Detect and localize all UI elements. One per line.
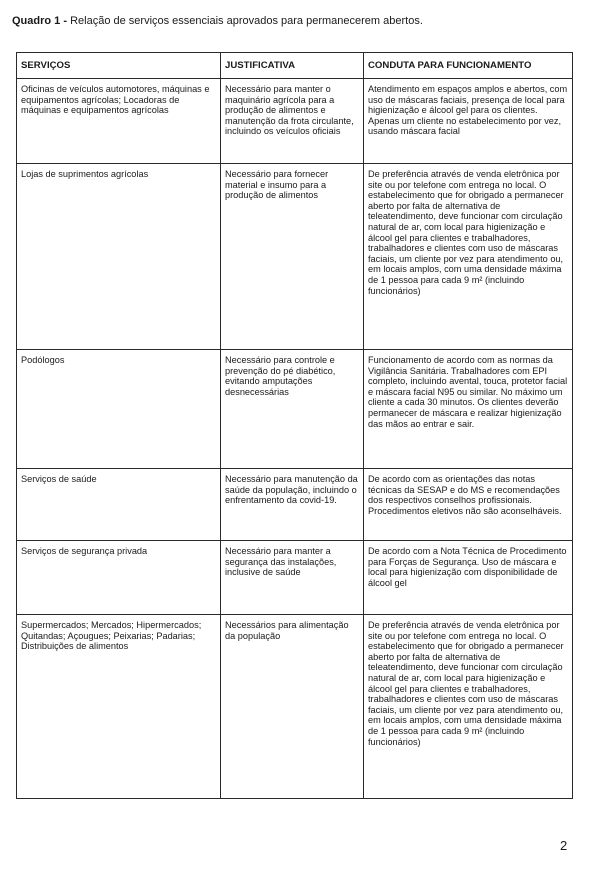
cell-justificativa: Necessário para manutenção da saúde da população, incluindo o enfrentamento da covid-19. — [221, 469, 364, 541]
caption-text: Relação de serviços essenciais aprovados para permanecerem abertos. — [70, 15, 423, 27]
cell-justificativa: Necessário para fornecer material e insumo para a produção de alimentos — [221, 164, 364, 350]
table-header-row — [17, 53, 573, 79]
cell-servico: Oficinas de veículos automotores, máquinas e equipamentos agrícolas; Locadoras de máquinas e equipamentos agrícolas — [17, 79, 221, 164]
cell-justificativa: Necessário para manter a segurança das instalações, inclusive de saúde — [221, 541, 364, 615]
cell-conduta: De preferência através de venda eletrônica por site ou por telefone com entrega no local. O estabelecimento que for obrigado a permanecer aberto por falta de alternativa de teleatendimento, deve funcionar com circulação natural de ar, com local para higienização e álcool gel para clientes e trabalhadores, trabalhadores e clientes com uso de máscaras faciais, um cliente por vez para atendimento ou, em locais amplos, com uma densidade máxima de 1 pessoa para cada 9 m² (incluindo funcionários) — [364, 164, 573, 350]
cell-conduta: De acordo com as orientações das notas técnicas da SESAP e do MS e recomendações dos respectivos conselhos profissionais. Procedimentos eletivos não são aconselháveis. — [364, 469, 573, 541]
cell-justificativa: Necessário para manter o maquinário agrícola para a produção de alimentos e manutenção da frota circulante, incluindo os veículos oficiais — [221, 79, 364, 164]
services-table — [16, 52, 573, 799]
cell-servico: Serviços de segurança privada — [17, 541, 221, 615]
table-row — [17, 164, 573, 350]
table-caption — [12, 15, 423, 28]
cell-justificativa: Necessário para controle e prevenção do pé diabético, evitando amputações desnecessárias — [221, 350, 364, 469]
header-servicos: SERVIÇOS — [17, 53, 221, 79]
cell-servico: Lojas de suprimentos agrícolas — [17, 164, 221, 350]
caption-label: Quadro 1 - — [12, 15, 68, 27]
header-justificativa: JUSTIFICATIVA — [221, 53, 364, 79]
table-row — [17, 350, 573, 469]
cell-servico: Podólogos — [17, 350, 221, 469]
header-conduta: CONDUTA PARA FUNCIONAMENTO — [364, 53, 573, 79]
cell-conduta: De preferência através de venda eletrônica por site ou por telefone com entrega no local. O estabelecimento que for obrigado a permanecer aberto por falta de alternativa de teleatendimento, deve funcionar com circulação natural de ar, com local para higienização e álcool gel para clientes e trabalhadores, trabalhadores e clientes com uso de máscaras faciais, um cliente por vez para atendimento ou, em locais amplos, com uma densidade máxima de 1 pessoa para cada 9 m² (incluindo funcionários) — [364, 615, 573, 799]
table-row — [17, 79, 573, 164]
cell-conduta: De acordo com a Nota Técnica de Procedimento para Forças de Segurança. Uso de máscara e local para higienização com disponibilidade de álcool gel — [364, 541, 573, 615]
cell-servico: Serviços de saúde — [17, 469, 221, 541]
cell-conduta: Atendimento em espaços amplos e abertos, com uso de máscaras faciais, presença de local para higienização e álcool gel para os clientes. Apenas um cliente no estabelecimento por vez, usando máscara facial — [364, 79, 573, 164]
table-row — [17, 615, 573, 799]
cell-justificativa: Necessários para alimentação da população — [221, 615, 364, 799]
cell-conduta: Funcionamento de acordo com as normas da Vigilância Sanitária. Trabalhadores com EPI completo, incluindo avental, touca, protetor facial e máscara facial N95 ou similar. No máximo um cliente a cada 30 minutos. Os clientes deverão permanecer de máscara e realizar higienização das mãos ao entrar e sair. — [364, 350, 573, 469]
table-row — [17, 541, 573, 615]
cell-servico: Supermercados; Mercados; Hipermercados; Quitandas; Açougues; Peixarias; Padarias; Distribuições de alimentos — [17, 615, 221, 799]
table-row — [17, 469, 573, 541]
page-number: 2 — [560, 838, 568, 853]
